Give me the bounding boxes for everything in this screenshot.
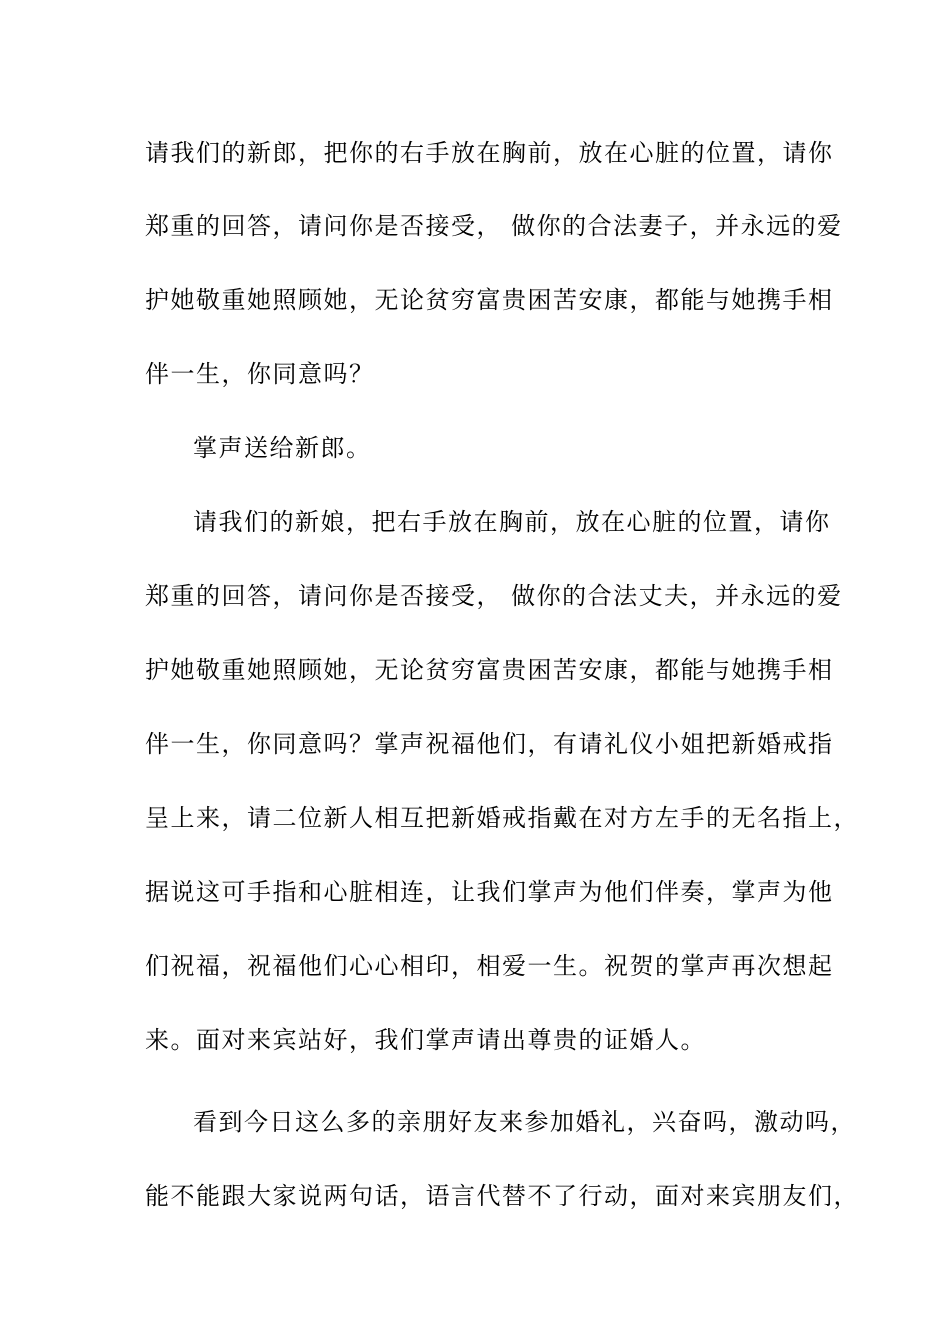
text-line: 护她敬重她照顾她，无论贫穷富贵困苦安康，都能与她携手相 — [145, 286, 834, 314]
paragraph-start-line: 看到今日这么多的亲朋好友来参加婚礼，兴奋吗，激动吗， — [193, 1108, 856, 1136]
text-line: 能不能跟大家说两句话，语言代替不了行动，面对来宾朋友们， — [145, 1182, 859, 1210]
text-line: 们祝福，祝福他们心心相印，相爱一生。祝贺的掌声再次想起 — [145, 952, 834, 980]
text-line: 郑重的回答，请问你是否接受， 做你的合法丈夫，并永远的爱 — [145, 582, 843, 610]
text-line: 请我们的新郎，把你的右手放在胸前，放在心脏的位置，请你 — [145, 139, 834, 167]
text-line: 来。面对来宾站好，我们掌声请出尊贵的证婚人。 — [145, 1026, 706, 1054]
text-line: 郑重的回答，请问你是否接受， 做你的合法妻子，并永远的爱 — [145, 212, 843, 240]
text-line: 伴一生，你同意吗？掌声祝福他们，有请礼仪小姐把新婚戒指 — [145, 730, 834, 758]
paragraph-start-line: 掌声送给新郎。 — [193, 434, 372, 462]
paragraph-start-line: 请我们的新娘，把右手放在胸前，放在心脏的位置，请你 — [193, 508, 831, 536]
text-line: 据说这可手指和心脏相连，让我们掌声为他们伴奏，掌声为他 — [145, 878, 834, 906]
text-line: 护她敬重她照顾她，无论贫穷富贵困苦安康，都能与她携手相 — [145, 656, 834, 684]
text-line: 伴一生，你同意吗？ — [145, 360, 375, 388]
text-line: 呈上来，请二位新人相互把新婚戒指戴在对方左手的无名指上， — [145, 804, 859, 832]
